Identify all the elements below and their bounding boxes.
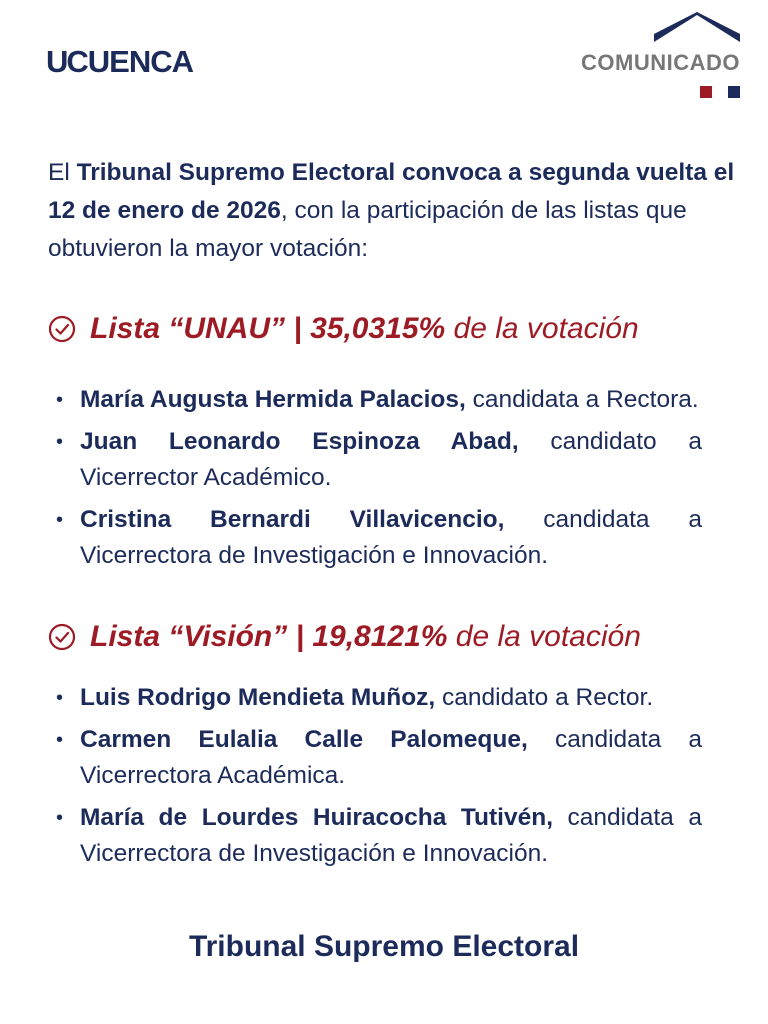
logo-text: CUENCA: [66, 44, 194, 79]
candidate-name: María de Lourdes Huiracocha Tutivén,: [80, 804, 553, 831]
roof-icon: [654, 12, 740, 42]
list-item: [56, 722, 702, 794]
list-item: [56, 680, 702, 716]
list-suffix: de la votación: [447, 620, 641, 653]
candidate-list-unau: [56, 382, 702, 580]
ucuenca-logo: [46, 44, 193, 80]
candidate-role: candidata a Vicerrectora de Investigación e Innovación.: [80, 804, 702, 867]
check-circle-icon: [48, 315, 76, 343]
candidate-name: Carmen Eulalia Calle Palomeque,: [80, 726, 528, 753]
list-item: [56, 800, 702, 872]
list-item: [56, 502, 702, 574]
candidate-name: Luis Rodrigo Mendieta Muñoz,: [80, 684, 436, 711]
list-name: Lista “Visión” | 19,8121%: [90, 620, 448, 653]
candidate-name: Cristina Bernardi Villavicencio,: [80, 506, 505, 533]
list-heading-unau: [48, 312, 639, 346]
candidate-role: candidato a Vicerrector Académico.: [80, 428, 702, 491]
intro-text-bold: Tribunal Supremo Electoral convoca a segunda vuelta el 12 de enero de 2026: [48, 159, 735, 224]
red-square-icon: [700, 86, 712, 98]
check-circle-icon: [48, 623, 76, 651]
list-suffix: de la votación: [445, 312, 639, 345]
candidate-role: candidata a Rectora.: [465, 386, 699, 413]
comunicado-label: COMUNICADO: [581, 50, 740, 75]
intro-text-1: El: [48, 159, 77, 186]
candidate-role: candidata a Vicerrectora de Investigación e Innovación.: [80, 506, 702, 569]
comunicado-badge: [580, 12, 740, 100]
list-name: Lista “UNAU” | 35,0315%: [90, 312, 446, 345]
candidate-name: Juan Leonardo Espinoza Abad,: [80, 428, 519, 455]
footer-signature: Tribunal Supremo Electoral: [188, 930, 580, 963]
list-heading-vision: [48, 620, 641, 654]
list-item: [56, 382, 702, 418]
candidate-list-vision: [56, 680, 702, 878]
navy-square-icon: [728, 86, 740, 98]
candidate-name: María Augusta Hermida Palacios,: [80, 386, 466, 413]
candidate-role: candidata a Vicerrectora Académica.: [80, 726, 702, 789]
logo-prefix: U: [46, 44, 67, 79]
intro-text-2: , con la participación de las listas que obtuvieron la mayor votación:: [48, 197, 687, 262]
intro-paragraph: [48, 154, 738, 268]
list-item: [56, 424, 702, 496]
candidate-role: candidato a Rector.: [435, 684, 654, 711]
